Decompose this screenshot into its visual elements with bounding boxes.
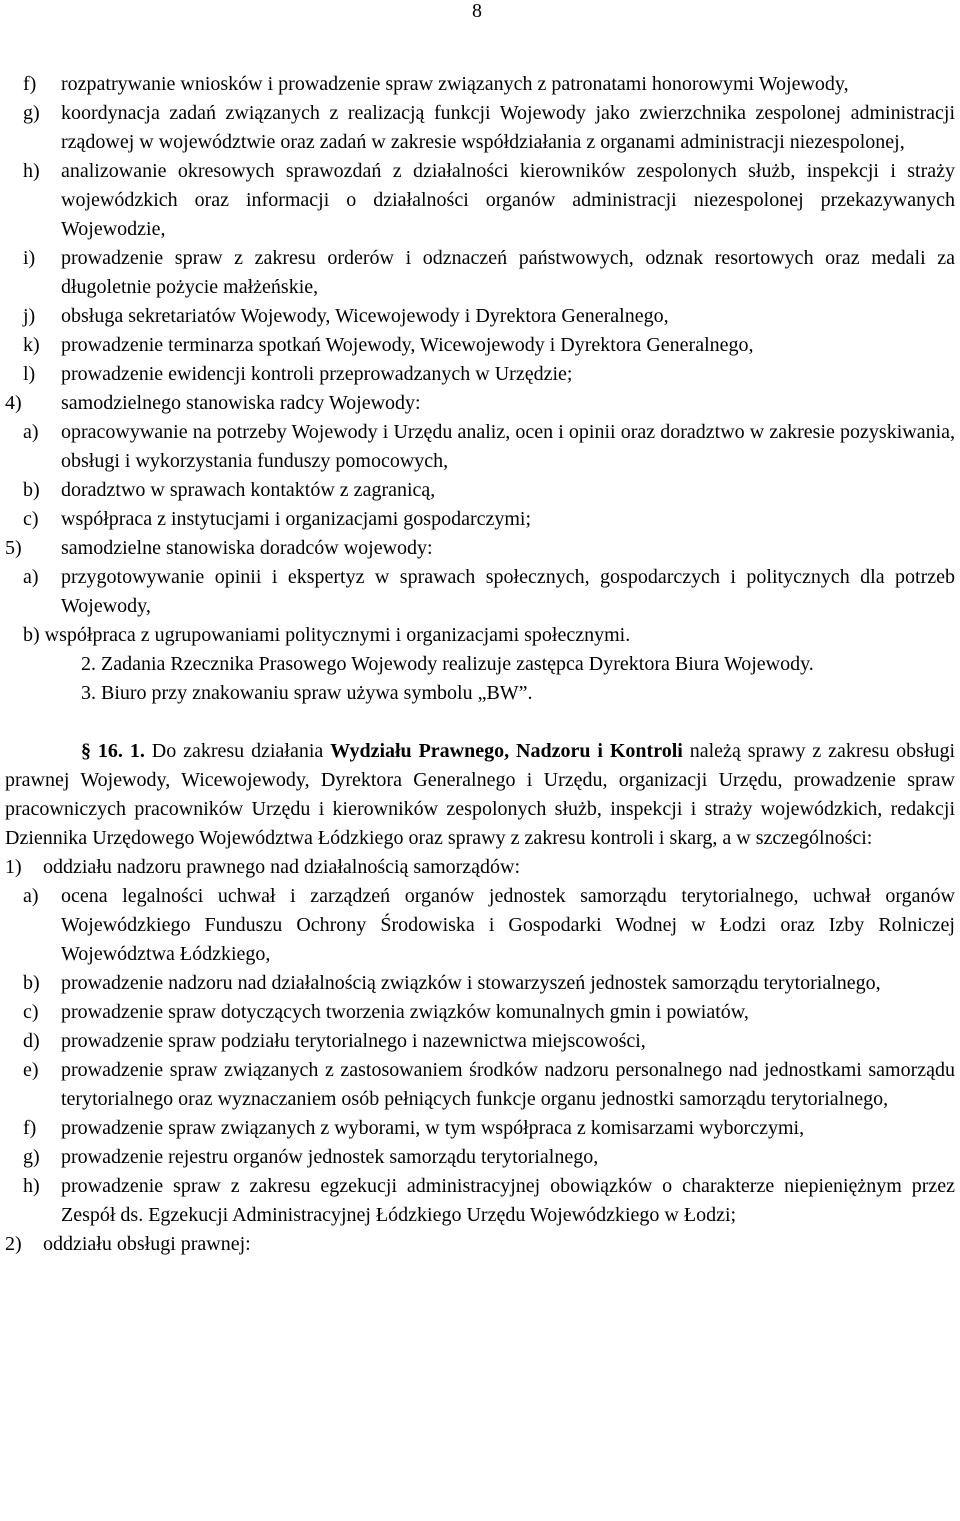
- item-text: prowadzenie spraw z zakresu egzekucji administracyjnej obowiązków o charakterze niepieniężnym przez Zespół ds. Egzekucji Administracyjnej Łódzkiego Urzędu Wojewódzkiego w Łodzi;: [61, 1175, 955, 1226]
- item-label: g): [23, 1146, 40, 1168]
- item-label: b): [23, 972, 40, 994]
- paragraph-3: 3. Biuro przy znakowaniu spraw używa symbolu „BW”.: [81, 682, 533, 704]
- item-text: prowadzenie spraw z zakresu orderów i odznaczeń państwowych, odznak resortowych oraz medali za długoletnie pożycie małżeńskie,: [61, 247, 955, 298]
- list-point-1: [5, 882, 955, 1230]
- list-item: [5, 360, 955, 389]
- list-item: [5, 1027, 955, 1056]
- point-4: [5, 389, 955, 418]
- department-name: Wydziału Prawnego, Nadzoru i Kontroli: [330, 740, 683, 762]
- spacer: [5, 708, 955, 737]
- item-text: opracowywanie na potrzeby Wojewody i Urzędu analiz, ocen i opinii oraz doradztwo w zakresie pozyskiwania, obsługi i wykorzystania funduszy pomocowych,: [61, 421, 955, 472]
- item-text: prowadzenie spraw podziału terytorialnego i nazewnictwa miejscowości,: [61, 1030, 646, 1052]
- point-2: [5, 1230, 955, 1259]
- point-label: 5): [5, 537, 22, 559]
- paragraph-2: 2. Zadania Rzecznika Prasowego Wojewody realizuje zastępca Dyrektora Biura Wojewody.: [81, 653, 814, 675]
- item-text: prowadzenie spraw związanych z wyborami, w tym współpraca z komisarzami wyborczymi,: [61, 1117, 805, 1139]
- item-label: f): [23, 73, 37, 95]
- section-intro: Do zakresu działania: [151, 740, 324, 762]
- item-text: prowadzenie rejestru organów jednostek samorządu terytorialnego,: [61, 1146, 599, 1168]
- list-item: [5, 563, 955, 621]
- list-item: [5, 476, 955, 505]
- point-text: oddziału nadzoru prawnego nad działalnością samorządów:: [43, 856, 521, 878]
- item-label: c): [23, 1001, 39, 1023]
- list-item: [5, 302, 955, 331]
- list-item-5b: b) współpraca z ugrupowaniami politycznymi i organizacjami społecznymi.: [23, 624, 631, 646]
- item-text: prowadzenie spraw dotyczących tworzenia związków komunalnych gmin i powiatów,: [61, 1001, 749, 1023]
- section-text: należą sprawy z zakresu obsługi prawnej Wojewody, Wicewojewody, Dyrektora Generalnego i Urzędu, organizacji Urzędu, prowadzenie spraw pracowniczych pracowników Urzędu i kierowników zespolonych służb, inspekcji i straży wojewódzkich, redakcji Dziennika Urzędowego Województwa Łódzkiego oraz sprawy z zakresu kontroli i skarg, a w szczególności:: [5, 740, 956, 849]
- list-item: [5, 998, 955, 1027]
- item-label: g): [23, 102, 40, 124]
- item-label: i): [23, 247, 36, 269]
- item-text: prowadzenie terminarza spotkań Wojewody, Wicewojewody i Dyrektora Generalnego,: [61, 334, 754, 356]
- item-label: d): [23, 1030, 40, 1052]
- item-label: e): [23, 1059, 39, 1081]
- item-text: prowadzenie ewidencji kontroli przeprowadzanych w Urzędzie;: [61, 363, 573, 385]
- list-item: [5, 1172, 955, 1230]
- list-item: [5, 969, 955, 998]
- item-label: j): [23, 305, 36, 327]
- item-label: l): [23, 363, 36, 385]
- list-item: [5, 418, 955, 476]
- item-text: koordynacja zadań związanych z realizacją funkcji Wojewody jako zwierzchnika zespolonej administracji rządowej w województwie oraz zadań w zakresie współdziałania z organami administracji niezespolonej,: [61, 102, 955, 153]
- item-text: prowadzenie nadzoru nad działalnością związków i stowarzyszeń jednostek samorządu terytorialnego,: [61, 972, 881, 994]
- item-text: obsługa sekretariatów Wojewody, Wicewojewody i Dyrektora Generalnego,: [61, 305, 669, 327]
- section-16: [5, 737, 955, 853]
- item-text: ocena legalności uchwał i zarządzeń organów jednostek samorządu terytorialnego, uchwał organów Wojewódzkiego Funduszu Ochrony Środowiska i Gospodarki Wodnej w Łodzi oraz Izby Rolniczej Województwa Łódzkiego,: [61, 885, 955, 965]
- item-label: k): [23, 334, 40, 356]
- item-label: c): [23, 508, 39, 530]
- item-label: b): [23, 479, 40, 501]
- list-item: [5, 1143, 955, 1172]
- item-text: przygotowywanie opinii i ekspertyz w sprawach społecznych, gospodarczych i politycznych dla potrzeb Wojewody,: [61, 566, 955, 617]
- point-1: [5, 853, 955, 882]
- point-label: 4): [5, 392, 22, 414]
- point-label: 2): [5, 1233, 22, 1255]
- item-text: współpraca z instytucjami i organizacjami gospodarczymi;: [61, 508, 532, 530]
- list-item: [5, 331, 955, 360]
- item-text: rozpatrywanie wniosków i prowadzenie spraw związanych z patronatami honorowymi Wojewody,: [61, 73, 849, 95]
- item-label: h): [23, 160, 40, 182]
- point-text: samodzielnego stanowiska radcy Wojewody:: [61, 392, 421, 414]
- list-item: [5, 1114, 955, 1143]
- list-point-4: [5, 418, 955, 534]
- list-f-to-l: [5, 70, 955, 389]
- item-label: a): [23, 421, 39, 443]
- item-label: f): [23, 1117, 37, 1139]
- page-number: 8: [472, 0, 482, 22]
- section-number: § 16. 1.: [81, 740, 145, 762]
- list-point-5: [5, 563, 955, 621]
- item-label: h): [23, 1175, 40, 1197]
- list-item: [5, 882, 955, 969]
- item-label: a): [23, 885, 39, 907]
- item-text: doradztwo w sprawach kontaktów z zagranicą,: [61, 479, 436, 501]
- point-text: samodzielne stanowiska doradców wojewody:: [61, 537, 433, 559]
- point-label: 1): [5, 856, 22, 878]
- list-item: [5, 1056, 955, 1114]
- list-item: [5, 505, 955, 534]
- item-label: a): [23, 566, 39, 588]
- list-item: [5, 99, 955, 157]
- list-item: [5, 157, 955, 244]
- list-item: [5, 244, 955, 302]
- document-body: [5, 70, 955, 1259]
- list-item: [5, 70, 955, 99]
- item-text: prowadzenie spraw związanych z zastosowaniem środków nadzoru personalnego nad jednostkami samorządu terytorialnego oraz wyznaczaniem osób pełniących funkcje organu jednostki samorządu terytorialnego,: [61, 1059, 955, 1110]
- item-text: analizowanie okresowych sprawozdań z działalności kierowników zespolonych służb, inspekcji i straży wojewódzkich oraz informacji o działalności organów administracji niezespolonej przekazywanych Wojewodzie,: [61, 160, 955, 240]
- point-text: oddziału obsługi prawnej:: [43, 1233, 251, 1255]
- point-5: [5, 534, 955, 563]
